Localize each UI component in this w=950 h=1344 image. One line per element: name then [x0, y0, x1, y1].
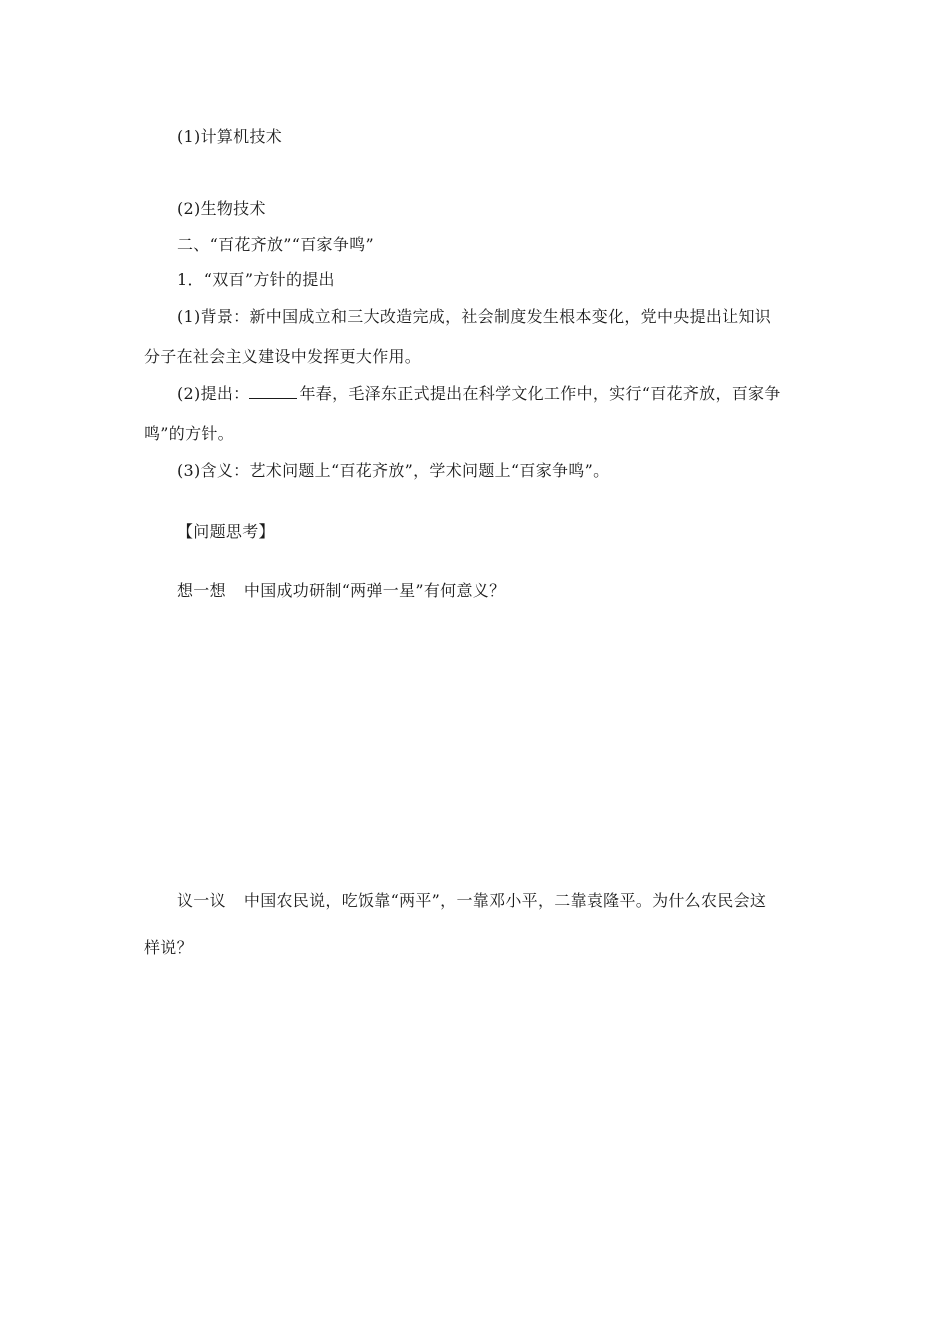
thinking-heading: 【问题思考】	[177, 522, 275, 541]
discuss-question-line-2: 样说？	[144, 938, 193, 957]
think-label: 想一想	[177, 581, 226, 600]
proposal-prefix: (2)提出：	[177, 384, 250, 403]
background-line-1: (1)背景：新中国成立和三大改造完成，社会制度发生根本变化，党中央提出让知识	[177, 307, 772, 326]
section-heading-two: 二、“百花齐放”“百家争鸣”	[177, 235, 374, 254]
discuss-label: 议一议	[177, 891, 226, 910]
think-question	[177, 581, 505, 601]
fill-in-blank[interactable]	[249, 384, 297, 399]
background-line-2: 分子在社会主义建设中发挥更大作用。	[144, 347, 422, 366]
proposal-line-1	[177, 384, 781, 404]
think-question-text: 中国成功研制“两弹一星”有何意义？	[243, 581, 506, 600]
proposal-rest: 年春，毛泽东正式提出在科学文化工作中，实行“百花齐放，百家争	[299, 384, 781, 403]
proposal-line-2: 鸣”的方针。	[144, 424, 234, 443]
meaning-line: (3)含义：艺术问题上“百花齐放”，学术问题上“百家争鸣”。	[177, 461, 610, 480]
item-computer-technology: (1)计算机技术	[177, 127, 283, 146]
item-biotechnology: (2)生物技术	[177, 199, 266, 218]
discuss-question-line-1	[177, 891, 766, 911]
subheading-policy-proposal: 1．“双百”方针的提出	[177, 270, 335, 289]
discuss-question-text: 中国农民说，吃饭靠“两平”，一靠邓小平，二靠袁隆平。为什么农民会这	[243, 891, 767, 910]
